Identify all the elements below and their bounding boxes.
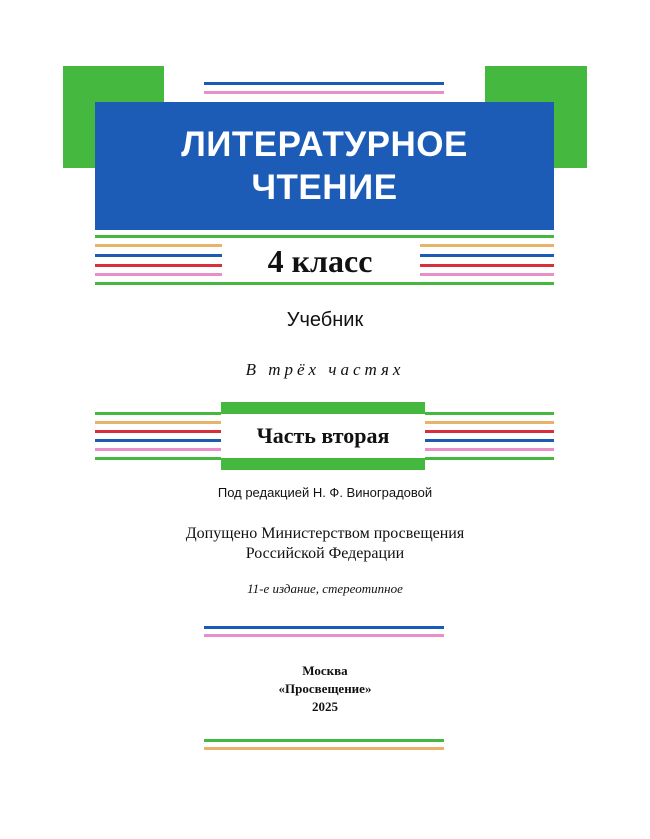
approval-line-1: Допущено Министерством просвещения bbox=[185, 525, 465, 542]
publication-year: 2025 bbox=[312, 699, 338, 714]
title-line-1: ЛИТЕРАТУРНОЕ bbox=[181, 125, 468, 164]
decor-stripe bbox=[204, 82, 444, 85]
grade-label: 4 класс bbox=[267, 243, 373, 279]
title-block bbox=[95, 102, 554, 230]
decor-stripe bbox=[420, 254, 554, 257]
publisher-block bbox=[0, 662, 650, 716]
title-line-2: ЧТЕНИЕ bbox=[251, 168, 398, 207]
edition-note: 11-е издание, стереотипное bbox=[247, 581, 403, 596]
decor-stripe bbox=[95, 244, 222, 247]
editor-line: Под редакцией Н. Ф. Виноградовой bbox=[217, 485, 433, 500]
decor-stripe bbox=[95, 273, 222, 276]
decor-stripe bbox=[420, 244, 554, 247]
publisher-name: «Просвещение» bbox=[278, 681, 372, 696]
approval-note bbox=[0, 524, 650, 564]
decor-stripe bbox=[420, 273, 554, 276]
decor-stripe bbox=[204, 626, 444, 629]
decor-stripe bbox=[204, 747, 444, 750]
part-label: Часть вторая bbox=[221, 414, 425, 458]
approval-line-2: Российской Федерации bbox=[245, 545, 405, 562]
book-type: Учебник bbox=[286, 309, 364, 331]
decor-stripe bbox=[204, 91, 444, 94]
parts-note: В трёх частях bbox=[245, 360, 405, 379]
decor-stripe bbox=[95, 264, 222, 267]
decor-stripe bbox=[204, 739, 444, 742]
decor-stripe bbox=[420, 264, 554, 267]
decor-stripe bbox=[95, 254, 222, 257]
decor-stripe bbox=[204, 634, 444, 637]
publisher-city: Москва bbox=[302, 663, 348, 678]
